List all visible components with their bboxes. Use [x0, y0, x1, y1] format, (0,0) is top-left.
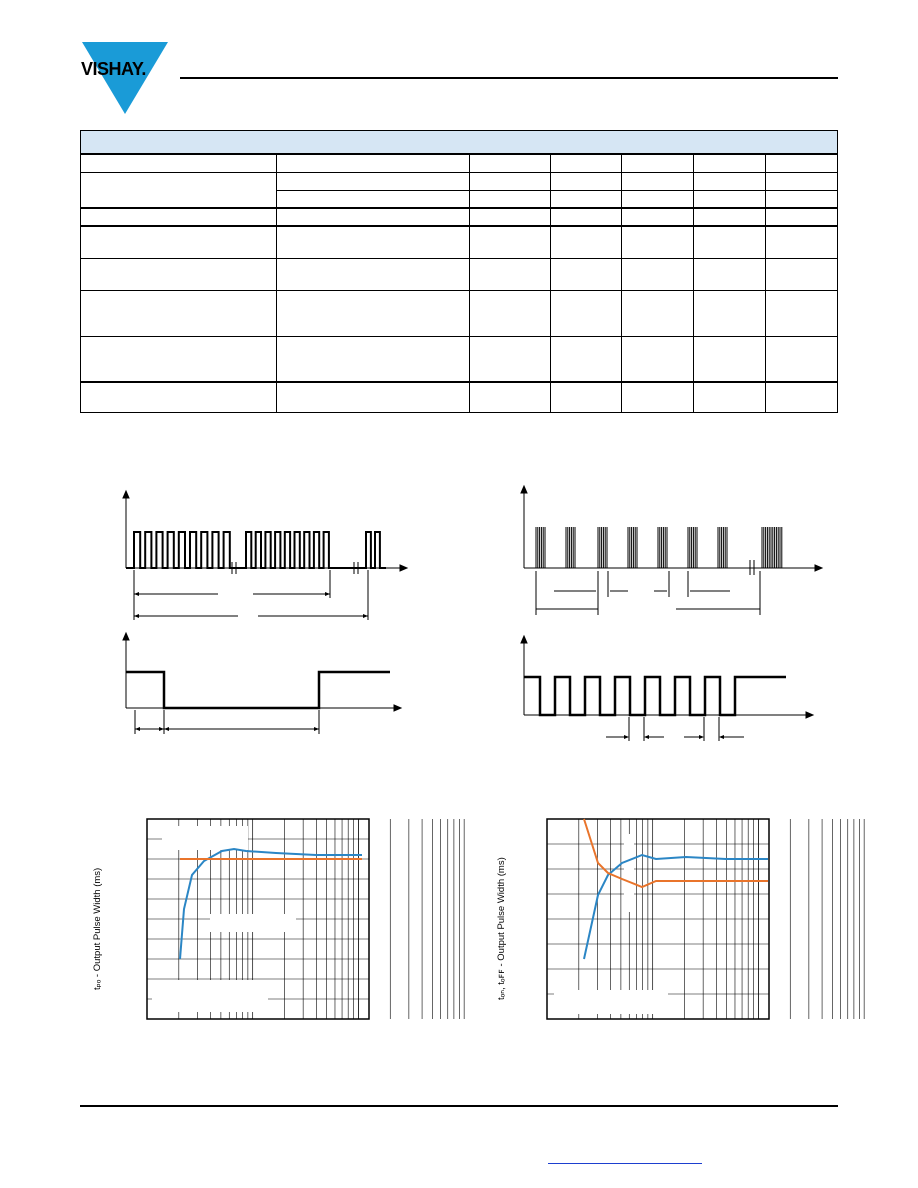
- spec-table: [80, 130, 838, 413]
- timing-diagram-output-pulse: [118, 632, 408, 742]
- chart-right-ylabel: tₒₙ, tₒꜰꜰ - Output Pulse Width (ms): [496, 857, 507, 1000]
- output-pulse: [126, 672, 390, 708]
- annotation-box: [152, 980, 268, 1012]
- footer-rule: [80, 1105, 838, 1107]
- timing-diagram-short-bursts: [516, 485, 826, 620]
- burst-pulse-train: [126, 532, 386, 568]
- table-row: [81, 258, 838, 290]
- chart-output-pulse-width-on-off: [546, 818, 770, 1020]
- legend-box: [162, 826, 248, 850]
- output-square-wave: [524, 677, 786, 715]
- table-row: [81, 226, 838, 258]
- table-header-row: [81, 154, 838, 172]
- logo-text: VISHAY.: [81, 59, 146, 79]
- chart-output-pulse-width: [146, 818, 370, 1020]
- annotation-box: [210, 914, 296, 932]
- table-row: [81, 290, 838, 336]
- footer-link-underline[interactable]: [548, 1163, 702, 1164]
- annotation-box: [554, 990, 668, 1014]
- table-row: [81, 172, 838, 190]
- chart-left-ylabel: tₚₒ - Output Pulse Width (ms): [92, 867, 103, 990]
- burst-groups: [536, 527, 782, 568]
- legend-box: [624, 834, 634, 912]
- table-title-band: [81, 131, 838, 155]
- header-rule: [180, 77, 838, 79]
- table-row: [81, 208, 838, 226]
- timing-diagram-output-pulses: [516, 635, 816, 745]
- timing-diagram-burst-input: [118, 490, 418, 625]
- table-row: [81, 382, 838, 412]
- table-row: [81, 336, 838, 382]
